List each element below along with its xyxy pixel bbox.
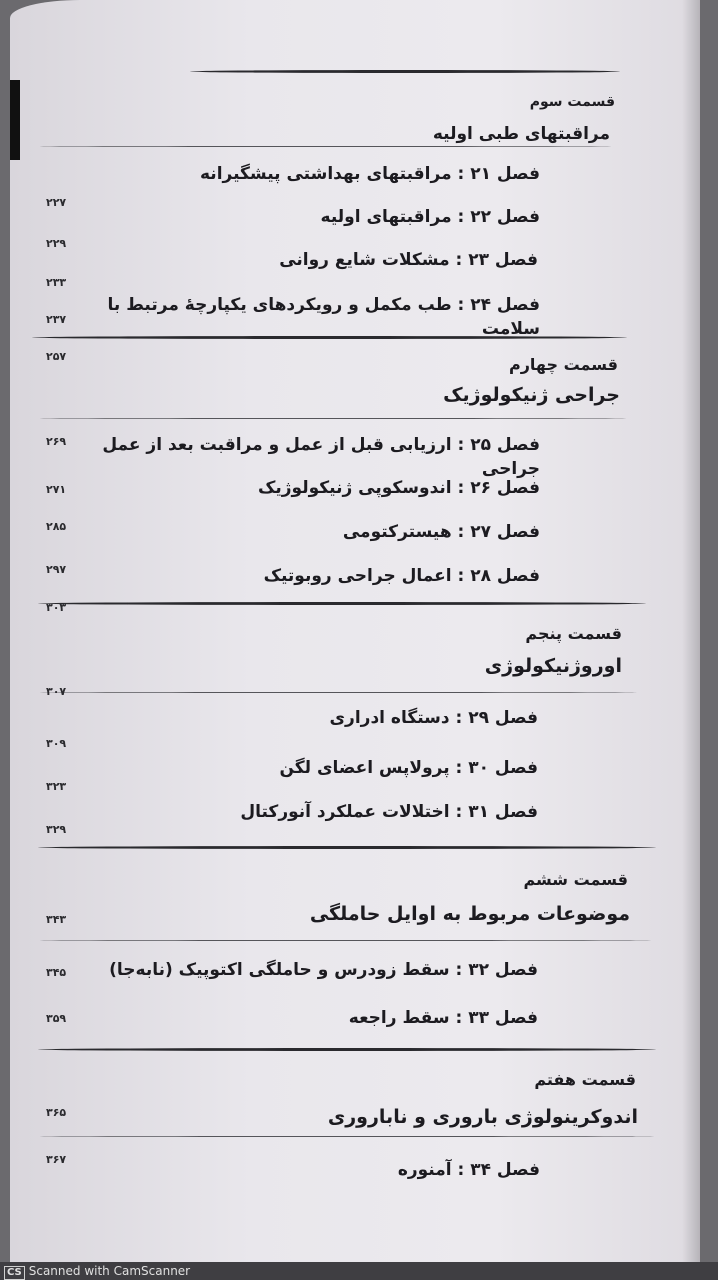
book-page <box>10 0 700 1262</box>
part-label: قسمت هفتم <box>534 1070 636 1089</box>
section-divider <box>190 70 620 73</box>
page-number: ۳۲۹ <box>46 823 67 836</box>
chapter-entry: فصل ۳۱ : اختلالات عملکرد آنورکتال <box>240 802 538 822</box>
page-number: ۳۴۳ <box>46 913 67 926</box>
page-number: ۲۵۷ <box>46 350 67 363</box>
page-number: ۲۸۵ <box>46 520 67 533</box>
section-divider <box>38 146 613 147</box>
page-number: ۲۶۹ <box>46 435 67 448</box>
page-number: ۳۶۵ <box>46 1106 67 1119</box>
section-divider <box>38 602 646 605</box>
part-title: اوروژنیکولوژی <box>484 655 622 677</box>
chapter-entry: فصل ۲۱ : مراقبتهای بهداشتی پیشگیرانه <box>200 164 540 184</box>
chapter-entry: فصل ۲۲ : مراقبتهای اولیه <box>320 207 540 227</box>
page-number: ۳۰۷ <box>46 685 67 698</box>
part-label: قسمت سوم <box>529 94 615 110</box>
part-label: قسمت پنجم <box>525 624 622 643</box>
page-number: ۳۰۳ <box>46 601 67 614</box>
chapter-entry: فصل ۳۴ : آمنوره <box>397 1160 540 1180</box>
part-title: اندوکرینولوژی باروری و ناباروری <box>327 1106 638 1128</box>
chapter-entry: فصل ۳۰ : پرولاپس اعضای لگن <box>279 758 538 778</box>
page-number: ۲۳۷ <box>46 313 67 326</box>
part-title: مراقبتهای طبی اولیه <box>432 124 610 144</box>
page-number: ۲۹۷ <box>46 563 67 576</box>
section-divider <box>38 692 638 693</box>
part-label: قسمت ششم <box>523 870 628 889</box>
page-number: ۳۲۳ <box>46 780 67 793</box>
chapter-entry: فصل ۲۳ : مشکلات شایع روانی <box>279 250 538 270</box>
scanner-footer <box>0 1262 718 1280</box>
chapter-entry: فصل ۳۳ : سقط راجعه <box>348 1008 538 1028</box>
scanner-watermark-text: Scanned with CamScanner <box>28 1264 191 1278</box>
chapter-entry: فصل ۲۶ : اندوسکوپی ژنیکولوژیک <box>257 478 540 498</box>
page-number: ۳۵۹ <box>46 1012 67 1025</box>
camscanner-logo: CS <box>4 1266 25 1280</box>
chapter-entry: فصل ۲۵ : ارزیابی قبل از عمل و مراقبت بعد از عمل جراحی <box>102 435 540 479</box>
page-number: ۲۲۹ <box>46 237 67 250</box>
chapter-entry: فصل ۲۸ : اعمال جراحی روبوتیک <box>263 566 540 586</box>
part-title: موضوعات مربوط به اوایل حاملگی <box>309 903 630 925</box>
section-divider <box>38 1136 656 1137</box>
section-divider <box>38 846 656 849</box>
page-number: ۲۲۷ <box>46 196 67 209</box>
section-divider <box>38 940 653 941</box>
part-title: جراحی ژنیکولوژیک <box>443 384 620 406</box>
page-number: ۲۷۱ <box>46 483 67 496</box>
chapter-entry: فصل ۲۹ : دستگاه ادراری <box>329 708 538 728</box>
page-number: ۳۶۷ <box>46 1153 67 1166</box>
part-label: قسمت چهارم <box>508 355 618 374</box>
page-edge-shadow <box>682 0 700 1262</box>
section-divider <box>38 1048 656 1051</box>
page-number: ۳۰۹ <box>46 737 67 750</box>
chapter-entry: فصل ۲۴ : طب مکمل و رویکردهای یکپارچهٔ مرتبط با سلامت <box>107 295 540 339</box>
chapter-entry: فصل ۲۷ : هیسترکتومی <box>342 522 540 542</box>
section-divider <box>38 418 628 419</box>
chapter-entry: فصل ۳۲ : سقط زودرس و حاملگی اکتوپیک (نابه‌جا) <box>109 960 538 980</box>
page-number: ۳۴۵ <box>46 966 67 979</box>
page-number: ۲۳۳ <box>46 276 67 289</box>
section-divider <box>32 336 627 339</box>
page-binding-shadow <box>10 80 20 160</box>
